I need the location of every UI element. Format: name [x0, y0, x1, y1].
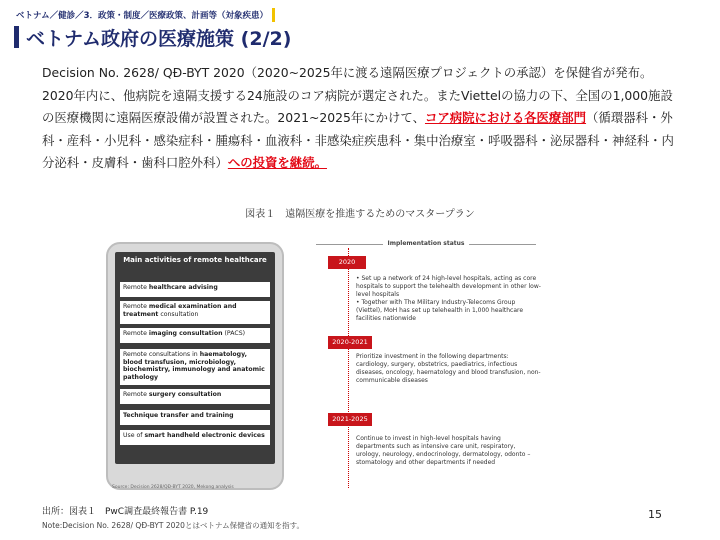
activity-emphasis: surgery consultation: [148, 391, 222, 398]
activity-text: Remote: [123, 284, 149, 291]
activity-item: [120, 328, 270, 343]
activity-item: [120, 389, 270, 404]
body-highlight-departments: コア病院における各医療部門: [424, 110, 587, 125]
body-text-part1: Decision No. 2628/ QĐ-BYT 2020（2020~2025年に渡る遠隔医療プロジェクトの承認）を保健省が発布。2020年内に、他病院を遠隔支援する24施設のコア病院が選定された。またViettelの協力の下、全国の1,000施設の医療機関に遠隔医療設備が設置された。2021~2025年にかけて、: [42, 65, 673, 125]
phone-screen: [115, 252, 275, 464]
timeline-line: [348, 248, 349, 488]
timeline-description: Continue to invest in high-level hospitals having departments such as intensive care unit, respiratory, urology, neurology, endocrinology, dermatology, odonto – stomatology and other departments if needed: [356, 435, 531, 466]
page-title: ベトナム政府の医療施策 (2/2): [26, 28, 292, 50]
body-paragraph: [42, 62, 682, 175]
implementation-status-heading: [316, 240, 536, 247]
timeline-year-label: 2020-2021: [328, 336, 372, 349]
activity-text-suffix: consultation: [158, 310, 199, 318]
source-line: 出所：図表１ PwC調査最終報告書 P.19: [42, 507, 209, 517]
figure-caption: 図表１ 遠隔医療を推進するためのマスタープラン: [245, 209, 475, 220]
activity-emphasis: Technique transfer and training: [123, 412, 234, 419]
activity-text-suffix: (PACS): [222, 330, 246, 337]
phone-illustration: [106, 242, 284, 490]
activity-text: Remote: [123, 391, 149, 398]
timeline-description: • Set up a network of 24 high-level hospitals, acting as core hospitals to support the telehealth development in other low-level hospitals • Together with The Military Industry-Telecoms Group (Viettel), MoH has set up telehealth in 1,000 healthcare facilities nationwide: [356, 275, 541, 322]
implementation-status-label: Implementation status: [383, 240, 468, 247]
timeline-year-label: 2021-2025: [328, 413, 372, 426]
body-highlight-investment: への投資を継続。: [227, 155, 327, 170]
page-number: 15: [648, 508, 662, 521]
timeline-year-label: 2020: [328, 256, 366, 269]
activity-item: [120, 282, 270, 297]
activity-item: [120, 410, 270, 425]
activity-text: Remote: [123, 330, 149, 337]
activity-emphasis: smart handheld electronic devices: [144, 432, 265, 439]
title-accent-bar: [14, 26, 19, 48]
timeline-description: Prioritize investment in the following departments: cardiology, surgery, obstetrics, paediatrics, infectious diseases, oncology, haematology and blood transfusion, non-communicable diseases: [356, 353, 541, 384]
activity-item: [120, 349, 270, 385]
activity-text: Remote: [123, 303, 149, 310]
activity-item: [120, 430, 270, 445]
activity-emphasis: healthcare advising: [148, 284, 218, 291]
figure-source-note: Source: Decision 2628/QĐ-BYT 2020, Mekong analysis: [112, 485, 234, 490]
activities-title: Main activities of remote healthcare: [123, 256, 267, 264]
activity-text: Use of: [123, 432, 145, 439]
footnote: Note:Decision No. 2628/ QĐ-BYT 2020とはベトナム保健省の通知を指す。: [42, 521, 304, 530]
activity-emphasis: medical examination and treatment: [123, 303, 237, 318]
master-plan-figure: [106, 236, 541, 498]
activity-emphasis: imaging consultation: [148, 330, 223, 337]
breadcrumb-accent-mark: [272, 8, 275, 22]
activity-item: [120, 301, 270, 324]
body-text-part2: （循環器科・外科・産科・小児科・感染症科・腫瘍科・血液科・非感染症疾患科・集中治療室・呼吸器科・泌尿器科・神経科・内分泌科・皮膚科・歯科口腔外科）: [42, 110, 674, 170]
activity-emphasis: haematology, blood transfusion, microbiology, biochemistry, immunology and anatomic pathology: [123, 351, 265, 381]
breadcrumb-bar: [16, 8, 275, 22]
breadcrumb: ベトナム／健診／3．政策・制度／医療政策、計画等（対象疾患）: [16, 11, 268, 21]
activity-text: Remote consultations in: [123, 351, 200, 358]
